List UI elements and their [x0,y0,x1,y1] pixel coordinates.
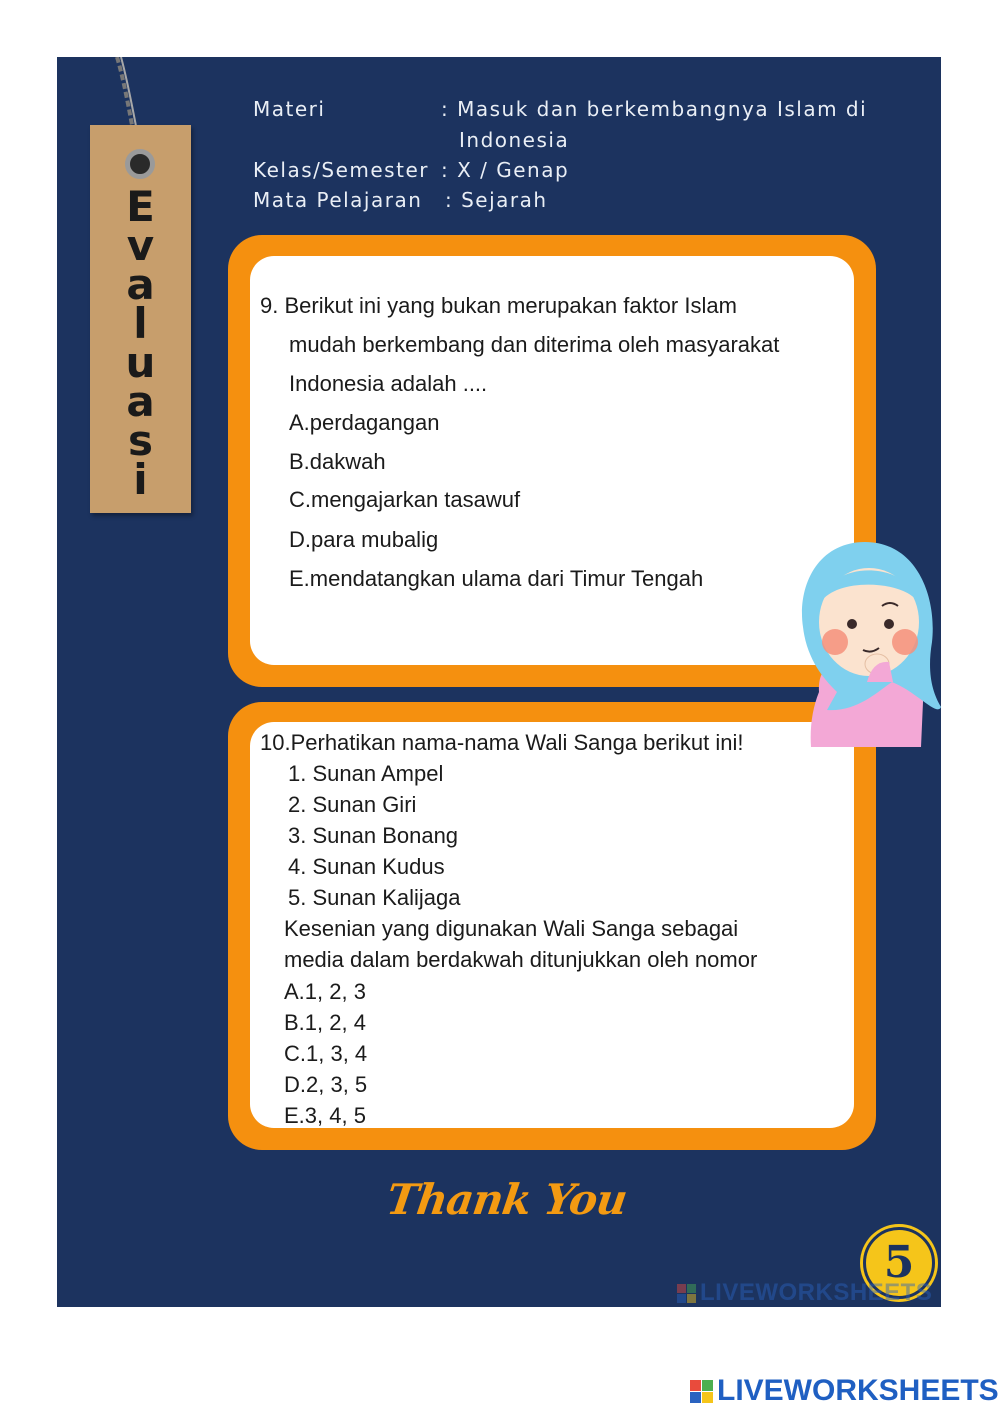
materi-value-cont: Indonesia [459,128,570,152]
mapel-label: Mata Pelajaran [253,188,423,212]
tag-eyelet [125,149,155,179]
tag-letter: E [126,182,155,231]
wali-sanga-item: 3. Sunan Bonang [288,823,459,848]
question-10-card [228,702,876,1150]
liveworksheets-logo-icon [690,1380,713,1403]
option-d[interactable]: D.para mubalig [289,527,439,552]
liveworksheets-footer[interactable] [690,1374,999,1408]
question-9-body [250,256,854,665]
option-e[interactable]: E.3, 4, 5 [284,1103,366,1128]
kelas-value: : X / Genap [441,158,570,182]
kelas-label: Kelas/Semester [253,158,429,182]
page-number: 5 [883,1237,915,1288]
liveworksheets-brand: LIVEWORKSHEETS [717,1374,999,1407]
option-e[interactable]: E.mendatangkan ulama dari Timur Tengah [289,566,704,591]
option-d[interactable]: D.2, 3, 5 [284,1072,368,1097]
option-a[interactable]: A.1, 2, 3 [284,979,366,1004]
tag-letter: l [133,299,148,348]
inner-watermark [677,1279,932,1307]
question-10-prompt: Kesenian yang digunakan Wali Sanga sebagai [284,916,739,941]
mapel-value: : Sejarah [445,188,548,212]
thank-you-text: Thank You [383,1175,630,1224]
wali-sanga-item: 4. Sunan Kudus [288,854,445,879]
question-10-title: 10.Perhatikan nama-nama Wali Sanga berikut ini! [260,730,744,755]
question-10-prompt: media dalam berdakwah ditunjukkan oleh nomor [284,947,758,972]
option-c[interactable]: C.1, 3, 4 [284,1041,368,1066]
tag-letter: a [126,260,155,309]
question-9-card [228,235,876,687]
question-9-text: mudah berkembang dan diterima oleh masyarakat [289,332,780,357]
option-b[interactable]: B.dakwah [289,449,386,474]
wali-sanga-item: 2. Sunan Giri [288,792,417,817]
option-a[interactable]: A.perdagangan [289,410,440,435]
question-9-text: 9. Berikut ini yang bukan merupakan faktor Islam [260,293,737,318]
tag-letter: i [133,455,148,504]
option-c[interactable]: C.mengajarkan tasawuf [289,487,521,512]
evaluasi-tag [90,125,191,513]
materi-label: Materi [253,97,326,121]
liveworksheets-logo-icon [677,1284,696,1303]
question-9-text: Indonesia adalah .... [289,371,488,396]
materi-value: : Masuk dan berkembangnya Islam di [441,97,868,121]
wali-sanga-item: 5. Sunan Kalijaga [288,885,461,910]
option-b[interactable]: B.1, 2, 4 [284,1010,366,1035]
tag-letter: v [126,221,155,270]
worksheet-page [57,57,941,1307]
tag-letter: s [128,416,153,465]
tag-letter: a [126,377,155,426]
evaluasi-label [90,182,191,504]
hijab-girl-illustration [797,542,941,752]
watermark-text: LIVEWORKSHEETS [700,1279,933,1306]
question-10-body [250,722,854,1128]
wali-sanga-item: 1. Sunan Ampel [288,761,444,786]
tag-letter: u [125,338,156,387]
